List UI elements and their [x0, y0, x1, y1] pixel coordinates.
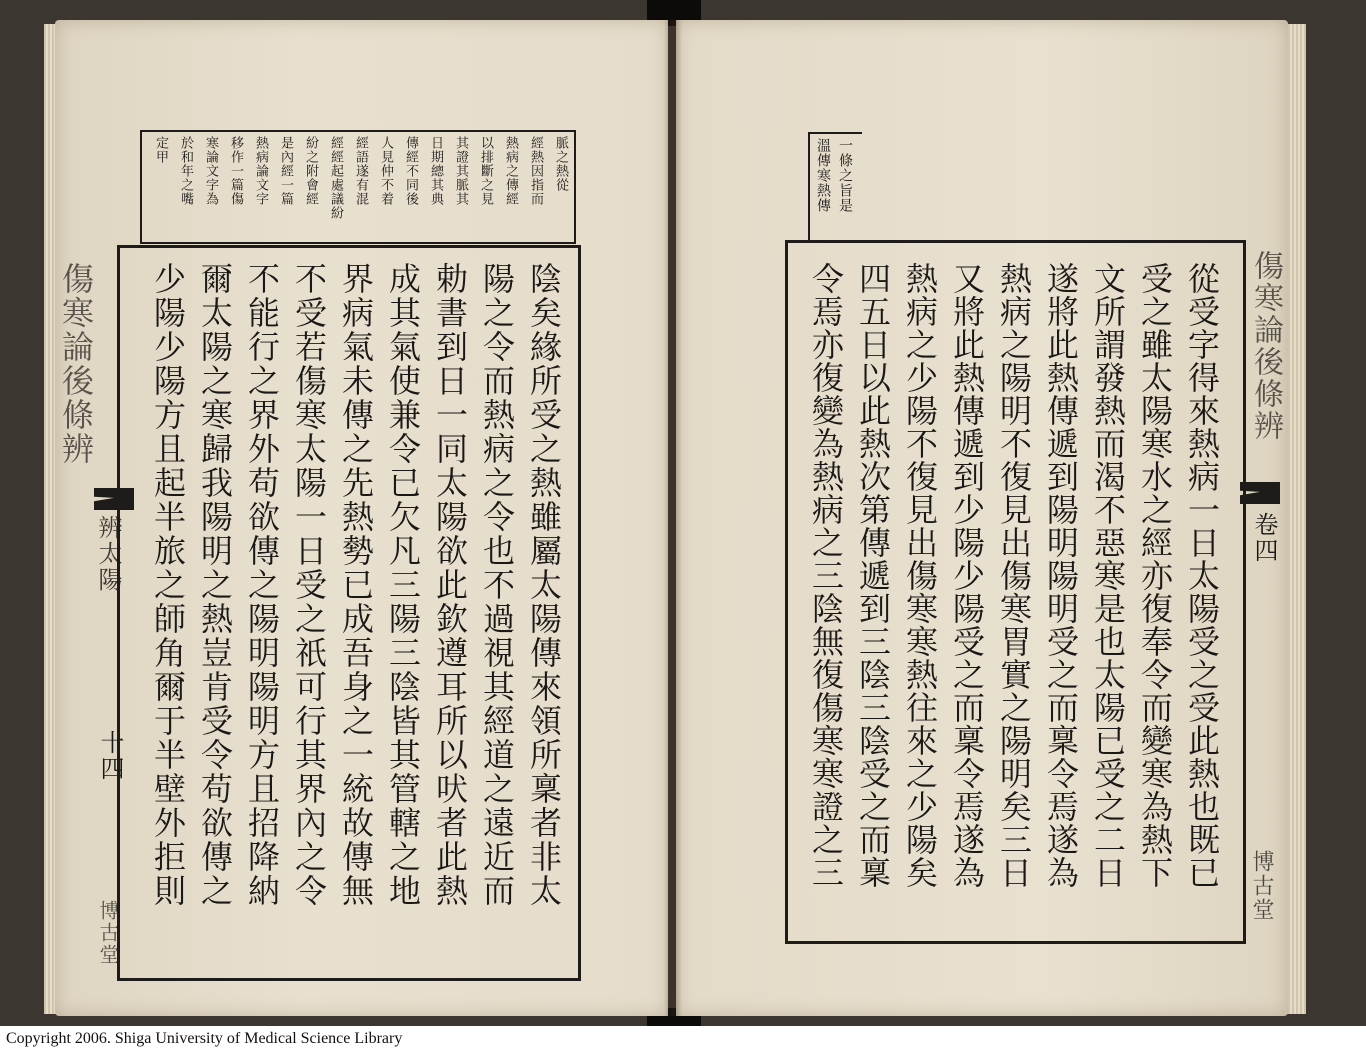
- text-column: 文所謂發熱而渴不惡寒是也太陽已受之二日: [1089, 262, 1127, 889]
- text-column: 陰矣緣所受之熱雖屬太陽傳來領所稟者非太: [525, 262, 563, 908]
- left-margin-section: 辨太陽: [94, 515, 122, 593]
- text-column: 從受字得來熱病一日太陽受之受此熱也既已: [1183, 262, 1221, 889]
- annotation-column: 傳經不同後: [403, 136, 418, 206]
- annotation-column: 移作一篇傷: [228, 136, 243, 206]
- text-column: 界病氣未傳之先熱勢已成吾身之一統故傳無: [337, 262, 375, 908]
- text-column: 不受若傷寒太陽一日受之祇可行其界內之令: [290, 262, 328, 908]
- text-column: 不能行之界外苟欲傳之陽明陽明方且招降納: [243, 262, 281, 908]
- annotation-column: 以排斷之見: [478, 136, 493, 206]
- text-column: 熱病之陽明不復見出傷寒胃實之陽明矣三日: [995, 262, 1033, 889]
- annotation-column: 寒論文字為: [203, 136, 218, 206]
- annotation-column: 經熱因指而: [528, 136, 543, 206]
- annotation-column: 紛之附會經: [303, 136, 318, 206]
- annotation-column: 溫傳寒熱傳: [815, 138, 831, 213]
- text-column: 四五日以此熱次第傳遞到三陰三陰受之而稟: [854, 262, 892, 889]
- text-column: 勅書到日一同太陽欲此欽遵耳所以吠者此熱: [431, 262, 469, 908]
- annotation-column: 熱病論文字: [253, 136, 268, 206]
- text-column: 爾太陽之寒歸我陽明之熱豈肯受令苟欲傳之: [196, 262, 234, 908]
- text-column: 又將此熱傳遞到少陽少陽受之而稟令焉遂為: [948, 262, 986, 889]
- left-margin-title: 傷寒論後條辨: [57, 262, 95, 466]
- text-column: 少陽少陽方且起半旅之師角爾于半壁外拒則: [149, 262, 187, 908]
- annotation-column: 熱病之傳經: [503, 136, 518, 206]
- annotation-column: 其證其脈其: [453, 136, 468, 206]
- text-column: 陽之令而熱病之令也不過視其經道之遠近而: [478, 262, 516, 908]
- annotation-column: 一條之旨是: [837, 138, 853, 213]
- text-column: 成其氣使兼令已欠凡三陽三陰皆其管轄之地: [384, 262, 422, 908]
- annotation-column: 經語遂有混: [353, 136, 368, 206]
- text-column: 令焉亦復變為熱病之三陰無復傷寒寒證之三: [807, 262, 845, 889]
- annotation-column: 經經起處議紛: [328, 136, 343, 220]
- annotation-column: 人見仲不着: [378, 136, 393, 206]
- text-column: 受之雖太陽寒水之經亦復奉令而變寒為熱下: [1136, 262, 1174, 889]
- text-column: 遂將此熱傳遞到陽明陽明受之而稟令焉遂為: [1042, 262, 1080, 889]
- annotation-column: 是內經一篇: [278, 136, 293, 206]
- copyright-notice: Copyright 2006. Shiga University of Medical Science Library: [6, 1030, 403, 1047]
- right-publisher: 博古堂: [1249, 850, 1274, 922]
- annotation-column: 日期總其典: [428, 136, 443, 206]
- center-fold: [664, 20, 682, 1016]
- annotation-column: 定甲: [153, 136, 168, 164]
- annotation-column: 脈之熱從: [553, 136, 568, 192]
- left-publisher: 博古堂: [96, 900, 120, 966]
- left-folio-number: 十四: [96, 730, 124, 782]
- text-column: 熱病之少陽不復見出傷寒寒熱往來之少陽矣: [901, 262, 939, 889]
- right-margin-volume: 卷四: [1250, 512, 1278, 564]
- annotation-column: 於和年之嘴: [178, 136, 193, 206]
- right-margin-title: 傷寒論後條辨: [1248, 250, 1283, 442]
